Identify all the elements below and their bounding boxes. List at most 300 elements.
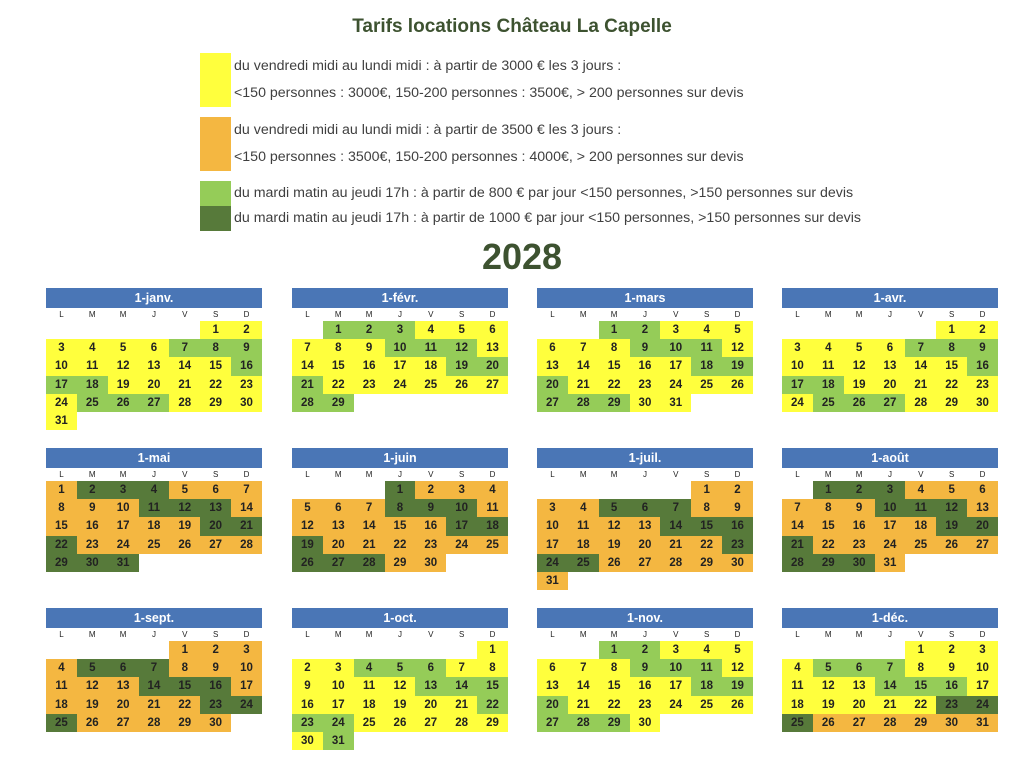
day-cell: 26	[77, 714, 108, 732]
day-cell: 13	[537, 357, 568, 375]
day-cell: 25	[46, 714, 77, 732]
weekday-label: M	[855, 470, 863, 479]
empty-day-cell	[905, 321, 936, 339]
day-cell: 23	[200, 696, 231, 714]
day-cell: 9	[354, 339, 385, 357]
day-cell: 5	[446, 321, 477, 339]
day-cell: 30	[630, 394, 661, 412]
day-cell: 1	[936, 321, 967, 339]
day-cell: 20	[323, 536, 354, 554]
weekday-label: J	[642, 310, 647, 319]
day-cell: 28	[660, 554, 691, 572]
day-cell: 9	[231, 339, 262, 357]
day-cell: 5	[599, 499, 630, 517]
day-cell: 22	[385, 536, 416, 554]
empty-day-cell	[537, 641, 568, 659]
month-calendar	[537, 448, 753, 590]
weekday-label: M	[579, 470, 587, 479]
weekday-label: S	[703, 470, 710, 479]
day-cell: 30	[231, 394, 262, 412]
day-cell: 14	[875, 677, 906, 695]
day-cell: 14	[292, 357, 323, 375]
day-cell: 6	[108, 659, 139, 677]
day-cell: 18	[46, 696, 77, 714]
day-cell: 4	[568, 499, 599, 517]
day-cell: 8	[813, 499, 844, 517]
day-cell: 7	[354, 499, 385, 517]
weekday-label: D	[979, 310, 986, 319]
legend-text: du mardi matin au jeudi 17h : à partir de 800 € par jour <150 personnes, >150 personnes sur devis	[234, 185, 854, 201]
day-cell: 12	[446, 339, 477, 357]
day-cell: 4	[691, 641, 722, 659]
weekday-label: M	[579, 310, 587, 319]
day-cell: 15	[385, 517, 416, 535]
day-cell: 21	[875, 696, 906, 714]
day-cell: 17	[323, 696, 354, 714]
weekday-label: M	[610, 630, 618, 639]
weekday-label: D	[979, 630, 986, 639]
day-cell: 7	[782, 499, 813, 517]
day-cell: 16	[967, 357, 998, 375]
day-cell: 20	[108, 696, 139, 714]
day-cell: 10	[385, 339, 416, 357]
month-calendar	[292, 608, 508, 750]
legend-item-light-green	[200, 181, 853, 206]
day-cell: 24	[660, 376, 691, 394]
weekday-label: V	[182, 310, 188, 319]
day-cell: 21	[782, 536, 813, 554]
day-cell: 23	[936, 696, 967, 714]
day-cell: 26	[446, 376, 477, 394]
weekday-label: M	[610, 310, 618, 319]
day-cell: 6	[537, 659, 568, 677]
day-cell: 5	[936, 481, 967, 499]
month-header: 1-déc.	[782, 608, 998, 628]
day-cell: 17	[660, 677, 691, 695]
day-cell: 2	[415, 481, 446, 499]
empty-day-cell	[599, 481, 630, 499]
day-cell: 31	[967, 714, 998, 732]
day-cell: 28	[875, 714, 906, 732]
day-cell: 20	[200, 517, 231, 535]
empty-day-cell	[844, 321, 875, 339]
day-cell: 12	[844, 357, 875, 375]
day-cell: 20	[967, 517, 998, 535]
day-cell: 5	[77, 659, 108, 677]
day-cell: 25	[813, 394, 844, 412]
day-cell: 17	[231, 677, 262, 695]
day-cell: 29	[169, 714, 200, 732]
day-cell: 15	[813, 517, 844, 535]
day-cell: 15	[599, 677, 630, 695]
weekday-label: J	[151, 470, 156, 479]
day-cell: 1	[169, 641, 200, 659]
day-cell: 2	[630, 321, 661, 339]
weekday-label: M	[88, 630, 96, 639]
day-cell: 28	[231, 536, 262, 554]
legend-text: du vendredi midi au lundi midi : à partir de 3000 € les 3 jours :	[234, 58, 622, 74]
days-grid	[782, 641, 998, 732]
empty-day-cell	[568, 481, 599, 499]
day-cell: 26	[813, 714, 844, 732]
day-cell: 9	[292, 677, 323, 695]
day-cell: 8	[477, 659, 508, 677]
day-cell: 12	[169, 499, 200, 517]
day-cell: 6	[844, 659, 875, 677]
day-cell: 20	[415, 696, 446, 714]
weekday-label: J	[887, 630, 892, 639]
day-cell: 11	[813, 357, 844, 375]
day-cell: 24	[967, 696, 998, 714]
day-cell: 25	[782, 714, 813, 732]
weekday-label: S	[458, 630, 465, 639]
month-calendar	[46, 608, 262, 732]
day-cell: 19	[722, 677, 753, 695]
weekday-label: V	[673, 630, 679, 639]
day-cell: 13	[415, 677, 446, 695]
day-cell: 15	[46, 517, 77, 535]
day-cell: 11	[782, 677, 813, 695]
day-cell: 26	[722, 696, 753, 714]
day-cell: 13	[875, 357, 906, 375]
day-cell: 16	[77, 517, 108, 535]
day-cell: 10	[660, 339, 691, 357]
day-cell: 11	[568, 517, 599, 535]
day-cell: 24	[323, 714, 354, 732]
legend-swatch-yellow	[200, 53, 231, 107]
weekday-row	[782, 308, 998, 321]
month-calendar	[537, 608, 753, 732]
weekday-label: L	[550, 310, 555, 319]
day-cell: 1	[599, 321, 630, 339]
day-cell: 9	[630, 659, 661, 677]
day-cell: 12	[936, 499, 967, 517]
month-header: 1-avr.	[782, 288, 998, 308]
weekday-label: M	[88, 310, 96, 319]
empty-day-cell	[813, 641, 844, 659]
weekday-label: S	[212, 630, 219, 639]
legend-item-dark-green	[200, 206, 861, 231]
day-cell: 9	[630, 339, 661, 357]
day-cell: 16	[630, 677, 661, 695]
day-cell: 11	[691, 339, 722, 357]
day-cell: 16	[200, 677, 231, 695]
month-calendar	[782, 448, 998, 572]
day-cell: 30	[200, 714, 231, 732]
day-cell: 11	[905, 499, 936, 517]
day-cell: 29	[599, 714, 630, 732]
day-cell: 18	[354, 696, 385, 714]
day-cell: 22	[599, 696, 630, 714]
day-cell: 30	[844, 554, 875, 572]
day-cell: 25	[691, 696, 722, 714]
day-cell: 19	[77, 696, 108, 714]
day-cell: 14	[905, 357, 936, 375]
empty-day-cell	[323, 481, 354, 499]
weekday-row	[46, 308, 262, 321]
day-cell: 15	[323, 357, 354, 375]
legend-text: <150 personnes : 3500€, 150-200 personnes : 4000€, > 200 personnes sur devis	[234, 149, 744, 165]
month-header: 1-juil.	[537, 448, 753, 468]
day-cell: 22	[323, 376, 354, 394]
day-cell: 8	[200, 339, 231, 357]
day-cell: 23	[231, 376, 262, 394]
day-cell: 15	[169, 677, 200, 695]
day-cell: 12	[722, 339, 753, 357]
weekday-label: V	[918, 470, 924, 479]
day-cell: 24	[46, 394, 77, 412]
day-cell: 28	[905, 394, 936, 412]
empty-day-cell	[630, 481, 661, 499]
day-cell: 16	[415, 517, 446, 535]
day-cell: 19	[108, 376, 139, 394]
day-cell: 17	[385, 357, 416, 375]
weekday-label: L	[59, 310, 64, 319]
legend-text: du vendredi midi au lundi midi : à partir de 3500 € les 3 jours :	[234, 122, 622, 138]
day-cell: 6	[200, 481, 231, 499]
day-cell: 18	[415, 357, 446, 375]
day-cell: 21	[568, 376, 599, 394]
day-cell: 3	[537, 499, 568, 517]
day-cell: 29	[599, 394, 630, 412]
day-cell: 11	[354, 677, 385, 695]
month-calendar	[292, 288, 508, 412]
day-cell: 10	[782, 357, 813, 375]
day-cell: 21	[169, 376, 200, 394]
weekday-label: M	[365, 470, 373, 479]
day-cell: 9	[936, 659, 967, 677]
weekday-row	[537, 468, 753, 481]
day-cell: 6	[875, 339, 906, 357]
day-cell: 15	[691, 517, 722, 535]
days-grid	[537, 481, 753, 590]
day-cell: 27	[967, 536, 998, 554]
day-cell: 13	[630, 517, 661, 535]
days-grid	[782, 321, 998, 412]
day-cell: 10	[967, 659, 998, 677]
day-cell: 17	[875, 517, 906, 535]
empty-day-cell	[323, 641, 354, 659]
empty-day-cell	[46, 641, 77, 659]
weekday-label: M	[824, 630, 832, 639]
day-cell: 2	[292, 659, 323, 677]
day-cell: 12	[292, 517, 323, 535]
weekday-label: L	[795, 630, 800, 639]
day-cell: 9	[967, 339, 998, 357]
day-cell: 5	[722, 641, 753, 659]
day-cell: 28	[169, 394, 200, 412]
day-cell: 26	[844, 394, 875, 412]
day-cell: 15	[599, 357, 630, 375]
day-cell: 27	[630, 554, 661, 572]
day-cell: 3	[782, 339, 813, 357]
day-cell: 5	[169, 481, 200, 499]
day-cell: 11	[415, 339, 446, 357]
day-cell: 21	[354, 536, 385, 554]
day-cell: 16	[936, 677, 967, 695]
day-cell: 18	[813, 376, 844, 394]
day-cell: 15	[936, 357, 967, 375]
day-cell: 1	[599, 641, 630, 659]
day-cell: 13	[477, 339, 508, 357]
weekday-label: M	[119, 630, 127, 639]
day-cell: 29	[813, 554, 844, 572]
day-cell: 18	[905, 517, 936, 535]
weekday-label: S	[948, 470, 955, 479]
weekday-label: D	[979, 470, 986, 479]
day-cell: 28	[139, 714, 170, 732]
weekday-label: J	[397, 310, 402, 319]
day-cell: 12	[813, 677, 844, 695]
day-cell: 2	[844, 481, 875, 499]
day-cell: 10	[231, 659, 262, 677]
day-cell: 4	[46, 659, 77, 677]
day-cell: 23	[292, 714, 323, 732]
month-header: 1-nov.	[537, 608, 753, 628]
month-calendar	[537, 288, 753, 412]
day-cell: 21	[292, 376, 323, 394]
day-cell: 17	[967, 677, 998, 695]
weekday-label: D	[243, 470, 250, 479]
day-cell: 19	[599, 536, 630, 554]
day-cell: 20	[844, 696, 875, 714]
day-cell: 7	[660, 499, 691, 517]
empty-day-cell	[354, 641, 385, 659]
day-cell: 13	[537, 677, 568, 695]
empty-day-cell	[169, 321, 200, 339]
empty-day-cell	[108, 641, 139, 659]
day-cell: 18	[568, 536, 599, 554]
days-grid	[46, 481, 262, 572]
month-header: 1-mars	[537, 288, 753, 308]
weekday-label: M	[334, 470, 342, 479]
day-cell: 17	[46, 376, 77, 394]
weekday-label: L	[550, 470, 555, 479]
day-cell: 20	[139, 376, 170, 394]
weekday-label: S	[458, 470, 465, 479]
empty-day-cell	[813, 321, 844, 339]
day-cell: 19	[936, 517, 967, 535]
day-cell: 6	[323, 499, 354, 517]
day-cell: 30	[77, 554, 108, 572]
day-cell: 31	[537, 572, 568, 590]
day-cell: 29	[905, 714, 936, 732]
day-cell: 7	[875, 659, 906, 677]
weekday-label: M	[334, 630, 342, 639]
day-cell: 8	[691, 499, 722, 517]
legend-swatch-orange	[200, 117, 231, 171]
weekday-label: V	[182, 470, 188, 479]
day-cell: 26	[936, 536, 967, 554]
weekday-label: L	[59, 470, 64, 479]
weekday-label: M	[579, 630, 587, 639]
day-cell: 21	[139, 696, 170, 714]
weekday-label: D	[734, 630, 741, 639]
weekday-label: J	[642, 630, 647, 639]
weekday-label: V	[428, 470, 434, 479]
day-cell: 21	[905, 376, 936, 394]
day-cell: 26	[385, 714, 416, 732]
day-cell: 3	[446, 481, 477, 499]
month-header: 1-mai	[46, 448, 262, 468]
day-cell: 28	[568, 394, 599, 412]
day-cell: 9	[200, 659, 231, 677]
weekday-label: D	[243, 630, 250, 639]
day-cell: 23	[354, 376, 385, 394]
day-cell: 14	[568, 677, 599, 695]
day-cell: 8	[905, 659, 936, 677]
day-cell: 26	[169, 536, 200, 554]
empty-day-cell	[782, 481, 813, 499]
weekday-label: J	[397, 630, 402, 639]
day-cell: 30	[415, 554, 446, 572]
empty-day-cell	[139, 321, 170, 339]
weekday-label: L	[795, 310, 800, 319]
weekday-row	[292, 308, 508, 321]
empty-day-cell	[77, 641, 108, 659]
day-cell: 8	[46, 499, 77, 517]
day-cell: 24	[875, 536, 906, 554]
day-cell: 27	[844, 714, 875, 732]
day-cell: 3	[323, 659, 354, 677]
weekday-label: S	[703, 630, 710, 639]
empty-day-cell	[354, 481, 385, 499]
weekday-label: V	[918, 310, 924, 319]
weekday-row	[46, 468, 262, 481]
day-cell: 8	[385, 499, 416, 517]
days-grid	[782, 481, 998, 572]
days-grid	[46, 641, 262, 732]
month-header: 1-août	[782, 448, 998, 468]
legend-text: <150 personnes : 3000€, 150-200 personnes : 3500€, > 200 personnes sur devis	[234, 85, 744, 101]
empty-day-cell	[782, 321, 813, 339]
weekday-label: D	[489, 310, 496, 319]
day-cell: 5	[813, 659, 844, 677]
day-cell: 3	[967, 641, 998, 659]
legend-text: du mardi matin au jeudi 17h : à partir de 1000 € par jour <150 personnes, >150 personnes sur devis	[234, 210, 862, 226]
days-grid	[292, 481, 508, 572]
weekday-row	[292, 628, 508, 641]
day-cell: 17	[782, 376, 813, 394]
day-cell: 20	[630, 536, 661, 554]
day-cell: 9	[722, 499, 753, 517]
day-cell: 18	[139, 517, 170, 535]
weekday-label: J	[397, 470, 402, 479]
weekday-label: M	[855, 310, 863, 319]
day-cell: 25	[139, 536, 170, 554]
day-cell: 6	[139, 339, 170, 357]
day-cell: 7	[568, 659, 599, 677]
empty-day-cell	[446, 641, 477, 659]
day-cell: 28	[354, 554, 385, 572]
day-cell: 14	[782, 517, 813, 535]
day-cell: 27	[139, 394, 170, 412]
day-cell: 24	[108, 536, 139, 554]
day-cell: 19	[385, 696, 416, 714]
day-cell: 23	[722, 536, 753, 554]
weekday-label: M	[365, 630, 373, 639]
day-cell: 4	[691, 321, 722, 339]
day-cell: 13	[967, 499, 998, 517]
month-calendar	[46, 288, 262, 430]
day-cell: 25	[905, 536, 936, 554]
empty-day-cell	[46, 321, 77, 339]
weekday-label: M	[610, 470, 618, 479]
day-cell: 31	[108, 554, 139, 572]
day-cell: 22	[691, 536, 722, 554]
day-cell: 12	[722, 659, 753, 677]
day-cell: 22	[905, 696, 936, 714]
